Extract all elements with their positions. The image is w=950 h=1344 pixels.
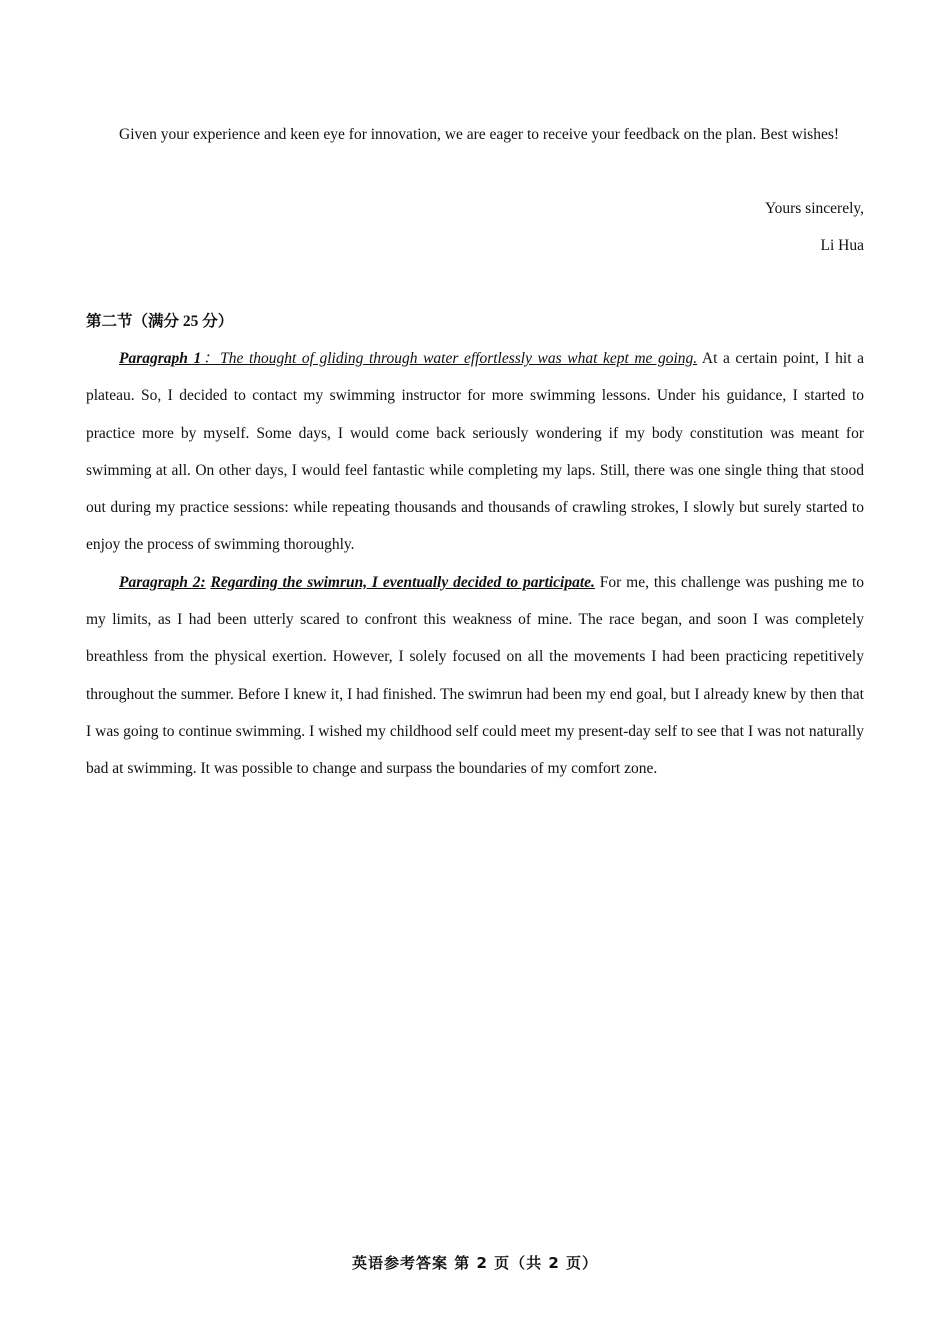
letter-closing-paragraph [86, 116, 864, 153]
paragraph-1-topic-sentence: The thought of gliding through water effortlessly was what kept me going. [220, 350, 698, 367]
paragraph-2-label: Paragraph 2: [119, 573, 206, 591]
paragraph-2 [86, 564, 864, 788]
paragraph-1 [86, 340, 864, 564]
paragraph-1-body: At a certain point, I hit a plateau. So, I decided to contact my swimming instructor for more swimming lessons. Under his guidance, I started to practice more by myself. Some days, I would come back seriously wondering if my body constitution was meant for swimming at all. On other days, I would feel fantastic while completing my laps. Still, there was one single thing that stood out during my practice sessions: while repeating thousands and thousands of crawling strokes, I slowly but surely started to enjoy the process of swimming thoroughly. [86, 350, 864, 554]
letter-closing-text: Given your experience and keen eye for innovation, we are eager to receive your feedback on the plan. Best wishes! [119, 126, 840, 143]
letter-sign-off-block [765, 190, 864, 264]
paragraph-2-body: For me, this challenge was pushing me to my limits, as I had been utterly scared to confront this weakness of mine. The race began, and soon I was completely breathless from the physical exertion. However, I solely focused on all the movements I had been practicing repetitively throughout the summer. Before I knew it, I had finished. The swimrun had been my end goal, but I already knew by then that I was going to continue swimming. I wished my childhood self could meet my present-day self to see that I was not naturally bad at swimming. It was possible to change and surpass the boundaries of my comfort zone. [86, 573, 865, 778]
section-heading: 第二节（满分 25 分） [86, 313, 234, 330]
paragraph-2-topic-sentence: Regarding the swimrun, I eventually decided to participate. [210, 573, 595, 591]
section-body [86, 340, 864, 788]
paragraph-1-label: Paragraph 1 [119, 350, 202, 367]
paragraph-1-separator: ： [201, 350, 221, 367]
letter-sign-off: Yours sincerely, [764, 200, 864, 217]
letter-signature: Li Hua [820, 237, 864, 254]
page-footer: 英语参考答案 第 2 页（共 2 页） [352, 1254, 598, 1272]
